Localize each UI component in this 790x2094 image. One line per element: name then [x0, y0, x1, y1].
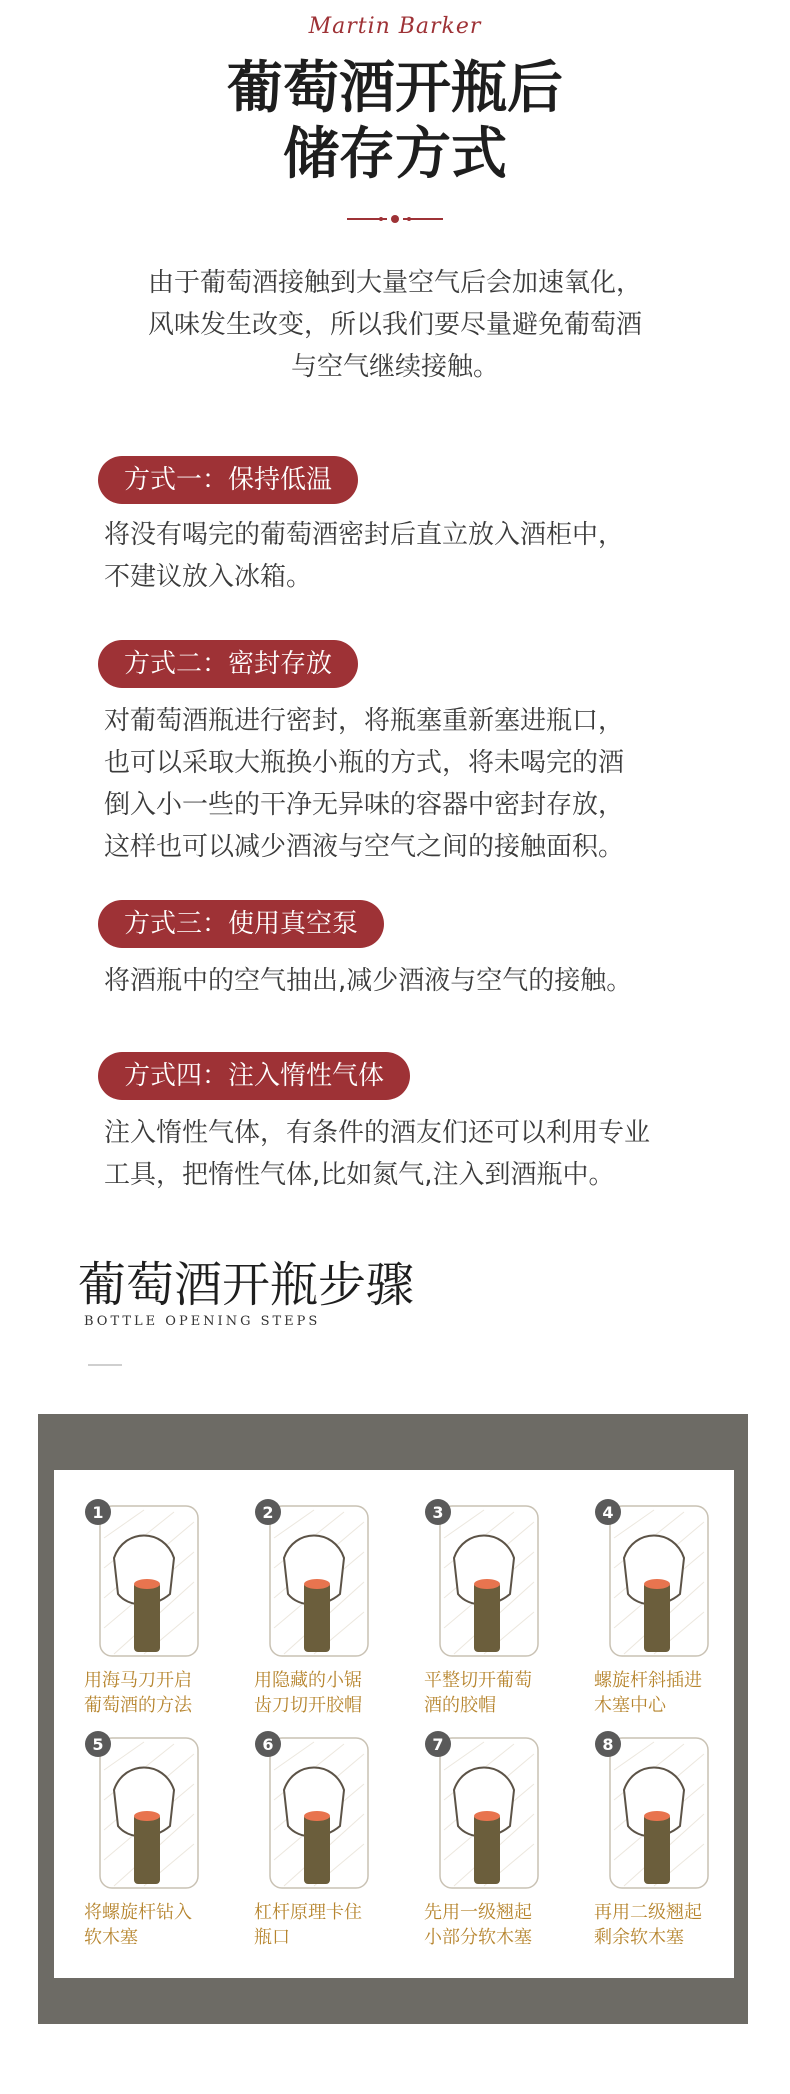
method-2-badge: 方式二：密封存放	[98, 640, 358, 688]
step-2-caption	[254, 1668, 424, 1718]
svg-text:1: 1	[92, 1503, 104, 1522]
wine-key-icon	[84, 1498, 204, 1658]
svg-text:6: 6	[262, 1735, 274, 1754]
step-caption-line: 杠杆原理卡住	[254, 1902, 362, 1923]
intro-text	[90, 262, 700, 388]
method-3-badge: 方式三：使用真空泵	[98, 900, 384, 948]
intro-line: 风味发生改变，所以我们要尽量避免葡萄酒	[147, 310, 642, 340]
svg-text:5: 5	[92, 1735, 104, 1754]
page-title-line2: 储存方式	[283, 121, 507, 187]
method-1-badge: 方式一：保持低温	[98, 456, 358, 504]
method-2-text	[104, 700, 744, 868]
intro-line: 由于葡萄酒接触到大量空气后会加速氧化，	[147, 268, 642, 298]
lift-first-icon	[424, 1730, 544, 1890]
step-caption-line: 软木塞	[84, 1927, 138, 1948]
bottle-neck-icon	[424, 1498, 544, 1658]
step-4-caption	[594, 1668, 764, 1718]
page-title-line1: 葡萄酒开瓶后	[227, 55, 563, 121]
step-5-caption	[84, 1900, 254, 1950]
method-4-text	[104, 1112, 744, 1196]
method-line: 工具，把惰性气体,比如氮气,注入到酒瓶中。	[104, 1160, 615, 1190]
ornament-divider-icon	[345, 212, 445, 226]
method-line: 注入惰性气体，有条件的酒友们还可以利用专业	[104, 1118, 651, 1148]
svg-text:4: 4	[602, 1503, 614, 1522]
intro-line: 与空气继续接触。	[290, 352, 499, 382]
step-caption-line: 齿刀切开胶帽	[254, 1695, 362, 1716]
method-line: 也可以采取大瓶换小瓶的方式，将未喝完的酒	[104, 748, 625, 778]
step-caption-line: 先用一级翘起	[424, 1902, 532, 1923]
step-caption-line: 螺旋杆斜插进	[594, 1670, 702, 1691]
method-4-badge: 方式四：注入惰性气体	[98, 1052, 410, 1100]
step-caption-line: 将螺旋杆钻入	[84, 1902, 192, 1923]
steps-subtitle: BOTTLE OPENING STEPS	[84, 1314, 321, 1329]
svg-text:3: 3	[432, 1503, 444, 1522]
method-line: 倒入小一些的干净无异味的容器中密封存放，	[104, 790, 625, 820]
method-line: 这样也可以减少酒液与空气之间的接触面积。	[104, 832, 625, 862]
corkscrew-drill-icon	[84, 1730, 204, 1890]
brand-logo: Martin Barker	[308, 14, 482, 39]
steps-title: 葡萄酒开瓶步骤	[78, 1257, 415, 1313]
step-caption-line: 用隐藏的小锯	[254, 1670, 362, 1691]
corkscrew-insert-icon	[594, 1498, 714, 1658]
foil-cutter-icon	[254, 1498, 374, 1658]
method-line: 不建议放入冰箱。	[104, 562, 313, 592]
step-1-caption	[84, 1668, 254, 1718]
step-caption-line: 瓶口	[254, 1927, 290, 1948]
lever-icon	[254, 1730, 374, 1890]
step-3-caption	[424, 1668, 594, 1718]
method-1-text	[104, 514, 744, 598]
method-line: 将酒瓶中的空气抽出,减少酒液与空气的接触。	[104, 966, 633, 996]
section-divider	[88, 1364, 122, 1366]
step-caption-line: 木塞中心	[594, 1695, 666, 1716]
step-caption-line: 剩余软木塞	[594, 1927, 684, 1948]
step-caption-line: 小部分软木塞	[424, 1927, 532, 1948]
step-caption-line: 酒的胶帽	[424, 1695, 496, 1716]
step-caption-line: 再用二级翘起	[594, 1902, 702, 1923]
lift-second-icon	[594, 1730, 714, 1890]
step-8-caption	[594, 1900, 764, 1950]
svg-text:2: 2	[262, 1503, 274, 1522]
step-caption-line: 葡萄酒的方法	[84, 1695, 192, 1716]
step-caption-line: 用海马刀开启	[84, 1670, 192, 1691]
svg-text:8: 8	[602, 1735, 614, 1754]
method-line: 对葡萄酒瓶进行密封，将瓶塞重新塞进瓶口，	[104, 706, 625, 736]
step-7-caption	[424, 1900, 594, 1950]
method-line: 将没有喝完的葡萄酒密封后直立放入酒柜中，	[104, 520, 625, 550]
svg-text:7: 7	[432, 1735, 444, 1754]
step-6-caption	[254, 1900, 424, 1950]
step-caption-line: 平整切开葡萄	[424, 1670, 532, 1691]
method-3-text	[104, 960, 744, 1002]
